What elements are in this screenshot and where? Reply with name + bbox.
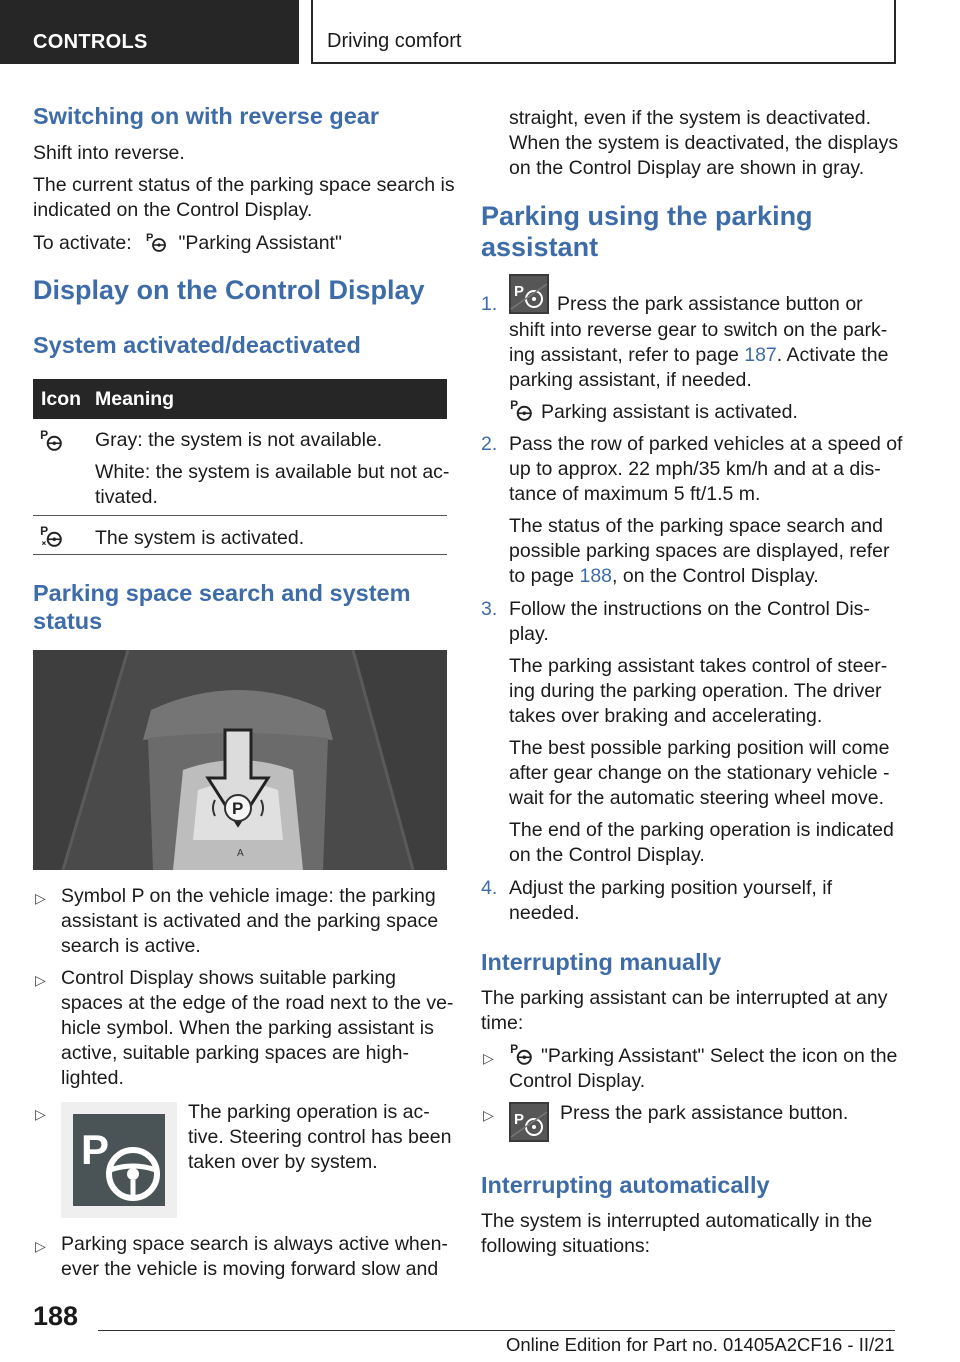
- step2-line6-text: to page: [509, 565, 580, 587]
- heading-search-2: status: [33, 608, 103, 634]
- step3-line5: takes over braking and accelerating.: [509, 705, 823, 727]
- bullet3-line2: tive. Steering control has been: [188, 1126, 452, 1148]
- svg-text:P: P: [40, 428, 49, 442]
- step-number-2: 2.: [481, 433, 498, 455]
- bullet-triangle: ▷: [35, 1106, 46, 1122]
- parking-assistant-active-icon: [39, 524, 63, 548]
- step1-line1: Press the park assistance button or: [557, 293, 863, 315]
- cont-line1: straight, even if the system is deactivated.: [509, 107, 872, 129]
- bullet1-line3: search is active.: [61, 935, 201, 957]
- step3-line7: after gear change on the stationary vehicle -: [509, 762, 890, 784]
- step-number-3: 3.: [481, 598, 498, 620]
- bullet4-line2: ever the vehicle is moving forward slow and: [61, 1258, 439, 1280]
- table-divider: [33, 515, 447, 516]
- bullet2-line2: spaces at the edge of the road next to the ve-: [61, 992, 454, 1014]
- bullet-triangle: ▷: [483, 1107, 494, 1123]
- heading-system-activated: System activated/deactivated: [33, 332, 361, 358]
- step3-line4: ing during the parking operation. The driver: [509, 680, 882, 702]
- footer-rule: [98, 1330, 895, 1331]
- heading-interrupting-manually: Interrupting manually: [481, 949, 722, 975]
- auto-line2: following situations:: [481, 1235, 651, 1257]
- step2-line6-text-end: , on the Control Display.: [612, 565, 819, 587]
- table-row1-line2: White: the system is available but not ac-: [95, 461, 450, 483]
- activate-label: To activate:: [33, 232, 132, 254]
- bullet-triangle: ▷: [35, 890, 46, 906]
- step1-line3-text: ing assistant, refer to page: [509, 344, 745, 366]
- svg-text:P: P: [510, 1042, 519, 1056]
- bullet1-line1: Symbol P on the vehicle image: the parking: [61, 885, 436, 907]
- step3-line6: The best possible parking position will come: [509, 737, 890, 759]
- step1-line3-text-end: . Activate the: [776, 344, 889, 366]
- svg-text:P: P: [514, 283, 525, 300]
- heading-display: Display on the Control Display: [33, 275, 425, 305]
- table-row1-line3: tivated.: [95, 486, 158, 508]
- step3-line9: The end of the parking operation is indicated: [509, 819, 894, 841]
- step-number-1: 1.: [481, 293, 498, 315]
- chapter-title: Driving comfort: [327, 30, 462, 52]
- table-bottom-rule: [33, 554, 447, 555]
- bullet1-line2: assistant is activated and the parking space: [61, 910, 439, 932]
- step2-line3: tance of maximum 5 ft/1.5 m.: [509, 483, 761, 505]
- cont-line3: on the Control Display are shown in gray.: [509, 157, 865, 179]
- svg-text:P: P: [232, 799, 244, 818]
- manual-line1: The parking assistant can be interrupted at any: [481, 987, 888, 1009]
- activate-menu-item: "Parking Assistant": [178, 232, 342, 254]
- step2-line4: The status of the parking space search and: [509, 515, 883, 537]
- step3-line3: The parking assistant takes control of steer-: [509, 655, 888, 677]
- manual-bullet1-line1: "Parking Assistant" Select the icon on the: [541, 1045, 898, 1067]
- chapter-tab: [311, 0, 896, 64]
- step3-line10: on the Control Display.: [509, 844, 705, 866]
- svg-text:P: P: [40, 524, 49, 538]
- bullet-triangle: ▷: [483, 1050, 494, 1066]
- step2-line2: up to approx. 22 mph/35 km/h and at a dis-: [509, 458, 881, 480]
- heading-reverse-gear: Switching on with reverse gear: [33, 103, 380, 129]
- parking-assistant-icon: [509, 398, 533, 422]
- step4-line1: Adjust the parking position yourself, if: [509, 877, 833, 899]
- parking-search-display-image: [33, 650, 447, 870]
- parking-assistant-large-icon: [61, 1102, 177, 1218]
- text-activate: [33, 231, 342, 257]
- bullet3-line3: taken over by system.: [188, 1151, 378, 1173]
- svg-text:P: P: [146, 232, 154, 244]
- park-assistance-button-icon: [509, 1102, 549, 1142]
- step-number-4: 4.: [481, 877, 498, 899]
- svg-text:P: P: [510, 398, 519, 412]
- heading-search-1: Parking space search and system: [33, 580, 411, 606]
- table-row1-line1: Gray: the system is not available.: [95, 429, 383, 451]
- bullet2-line4: active, suitable parking spaces are high-: [61, 1042, 409, 1064]
- page-number: 188: [33, 1301, 79, 1331]
- step3-line1: Follow the instructions on the Control Dis-: [509, 598, 870, 620]
- parking-assistant-gray-icon: [39, 428, 63, 452]
- step3-line8: wait for the automatic steering wheel move.: [509, 787, 885, 809]
- section-title: CONTROLS: [33, 31, 148, 53]
- manual-bullet2: Press the park assistance button.: [560, 1102, 849, 1124]
- text-status-2: indicated on the Control Display.: [33, 199, 313, 221]
- auto-line1: The system is interrupted automatically in the: [481, 1210, 873, 1232]
- heading-parking-1: Parking using the parking: [481, 201, 813, 231]
- svg-text:P: P: [81, 1126, 110, 1173]
- svg-text:A: A: [237, 848, 244, 859]
- bullet3-line1: The parking operation is ac-: [188, 1101, 430, 1123]
- step1-line4: parking assistant, if needed.: [509, 369, 752, 391]
- step1-line3: [509, 343, 888, 369]
- step3-line2: play.: [509, 623, 549, 645]
- bullet2-line5: lighted.: [61, 1067, 124, 1089]
- bullet4-line1: Parking space search is always active when-: [61, 1233, 448, 1255]
- parking-assistant-icon: [145, 231, 167, 253]
- text-shift: Shift into reverse.: [33, 142, 185, 164]
- step4-line2: needed.: [509, 902, 580, 924]
- step1-line5: Parking assistant is activated.: [541, 401, 798, 423]
- heading-interrupting-automatically: Interrupting automatically: [481, 1172, 770, 1198]
- heading-parking-2: assistant: [481, 232, 599, 262]
- bullet-triangle: ▷: [35, 1238, 46, 1254]
- page-link-187[interactable]: 187: [744, 344, 777, 366]
- manual-line2: time:: [481, 1012, 524, 1034]
- footer-edition: Online Edition for Part no. 01405A2CF16 - II/21: [506, 1334, 895, 1355]
- svg-text:P: P: [514, 1111, 525, 1128]
- col-meaning-header: Meaning: [95, 388, 175, 410]
- table-header: [33, 379, 447, 419]
- park-assistance-button-icon: [509, 274, 549, 314]
- cont-line2: When the system is deactivated, the displays: [509, 132, 899, 154]
- page-link-188[interactable]: 188: [579, 565, 613, 587]
- col-icon-header: Icon: [41, 388, 82, 410]
- text-status-1: The current status of the parking space search is: [33, 174, 455, 196]
- parking-assistant-icon: [509, 1042, 533, 1066]
- bullet2-line3: hicle symbol. When the parking assistant is: [61, 1017, 434, 1039]
- manual-bullet1-line2: Control Display.: [509, 1070, 646, 1092]
- step2-line1: Pass the row of parked vehicles at a speed of: [509, 433, 903, 455]
- table-row2: The system is activated.: [95, 527, 305, 549]
- bullet2-line1: Control Display shows suitable parking: [61, 967, 396, 989]
- bullet-triangle: ▷: [35, 972, 46, 988]
- step2-line6: [509, 564, 819, 590]
- section-tab: [0, 0, 299, 64]
- step2-line5: possible parking spaces are displayed, refer: [509, 540, 890, 562]
- step1-line2: shift into reverse gear to switch on the park-: [509, 319, 888, 341]
